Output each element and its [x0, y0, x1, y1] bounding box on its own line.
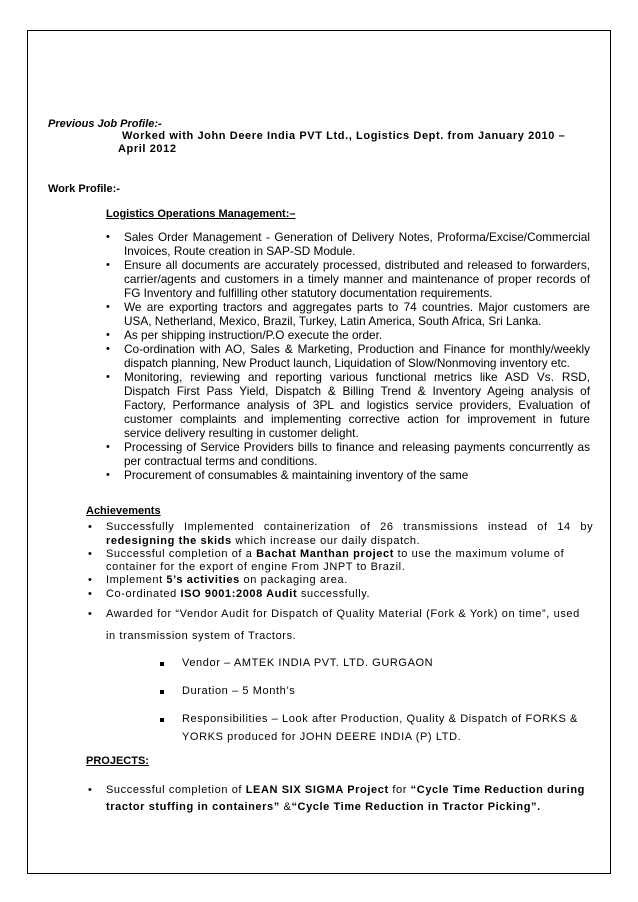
sub-item-responsibilities-line-2: YORKS produced for JOHN DEERE INDIA (P) LTD. — [182, 731, 462, 743]
achievement-4: Co-ordinated ISO 9001:2008 Audit successfully. — [106, 588, 371, 600]
list-item: • Procurement of consumables & maintaining inventory of the same — [106, 468, 469, 482]
achievement-2-line-2: container for the export of engine From JNPT to Brazil. — [106, 561, 406, 573]
list-item: • Ensure all documents are accurately processed, distributed and released to forwarders, carrier/agents and customers in a timely manner and maintenance of proper records of FG Inventory and fulfilling other statutory documentation requirements. — [106, 258, 590, 300]
sub-item-duration: Duration – 5 Month’s — [182, 685, 296, 697]
work-profile-list — [106, 230, 590, 482]
achievements-heading: Achievements — [86, 505, 161, 517]
sub-item-responsibilities-line-1: Responsibilities – Look after Production, Quality & Dispatch of FORKS & — [182, 713, 578, 725]
projects-heading: PROJECTS: — [86, 755, 149, 767]
square-bullet-icon — [160, 718, 164, 722]
square-bullet-icon — [160, 690, 164, 694]
work-profile-heading: Work Profile:- — [48, 183, 120, 195]
previous-job-line-2: April 2012 — [118, 143, 177, 155]
list-item: • Monitoring, reviewing and reporting various functional metrics like ASD Vs. RSD, Dispatch First Pass Yield, Dispatch & Billing Trend & Inventory Ageing analysis of Factory, Performance analysis of 3PL and logistics service providers, Evaluation of customer complaints and implementing corrective action for improvement in future service delivery resulting in customer delight. — [106, 370, 590, 440]
achievement-3: Implement 5’s activities on packaging area. — [106, 574, 348, 586]
list-item: • Sales Order Management - Generation of Delivery Notes, Proforma/Excise/Commercial Invoices, Route creation in SAP-SD Module. — [106, 230, 590, 258]
work-profile-subheading: Logistics Operations Management:– — [106, 208, 296, 220]
achievement-5-line-2: in transmission system of Tractors. — [106, 630, 297, 642]
list-item: • We are exporting tractors and aggregates parts to 74 countries. Major customers are USA, Netherland, Mexico, Brazil, Turkey, Latin America, South Africa, Sri Lanka. — [106, 300, 590, 328]
achievement-1-line-1: Successfully Implemented containerization of 26 transmissions instead of 14 by — [106, 521, 594, 533]
achievement-1-line-2: redesigning the skids which increase our daily dispatch. — [106, 535, 421, 547]
project-1-line-1: Successful completion of LEAN SIX SIGMA Project for “Cycle Time Reduction during — [106, 784, 585, 796]
square-bullet-icon — [160, 662, 164, 666]
achievement-5-line-1: Awarded for “Vendor Audit for Dispatch of Quality Material (Fork & York) on time”, used — [106, 608, 580, 620]
list-item: • Co-ordination with AO, Sales & Marketing, Production and Finance for monthly/weekly dispatch planning, New Product launch, Liquidation of Slow/Nonmoving inventory etc. — [106, 342, 590, 370]
achievement-2-line-1: Successful completion of a Bachat Manthan project to use the maximum volume of — [106, 548, 565, 560]
project-1-line-2: tractor stuffing in containers” &“Cycle Time Reduction in Tractor Picking”. — [106, 801, 541, 813]
sub-item-vendor: Vendor – AMTEK INDIA PVT. LTD. GURGAON — [182, 657, 434, 669]
previous-job-line-1: Worked with John Deere India PVT Ltd., Logistics Dept. from January 2010 – — [122, 130, 566, 142]
previous-job-heading: Previous Job Profile:- — [48, 118, 162, 130]
list-item: • As per shipping instruction/P.O execute the order. — [106, 328, 383, 342]
list-item: • Processing of Service Providers bills to finance and releasing payments concurrently as per contractual terms and conditions. — [106, 440, 590, 468]
